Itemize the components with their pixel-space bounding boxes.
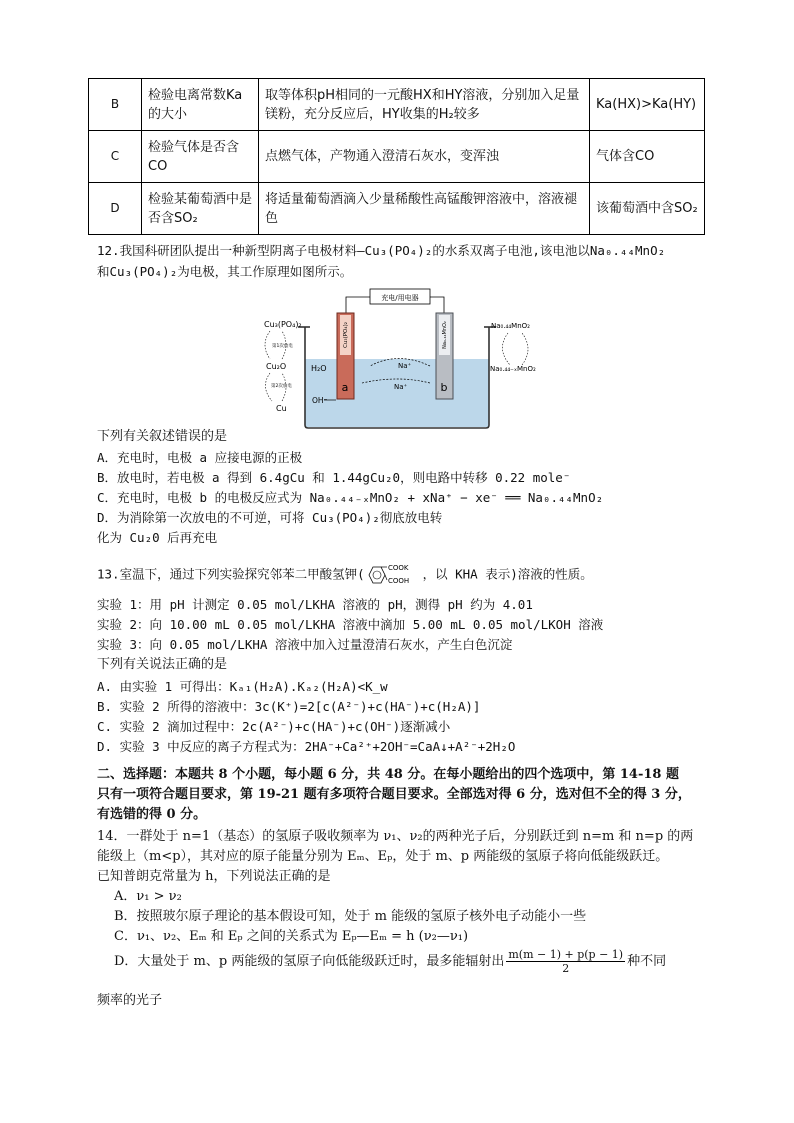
q12-option-c: C．充电时，电极 b 的电极反应式为 Na₀.₄₄₋ₓMnO₂ + xNa⁺ − xe⁻ ══ Na₀.₄₄MnO₂ — [97, 490, 604, 505]
q14-option-d-pre: D．大量处于 m、p 两能级的氢原子向低能级跃迁时，最多能辐射出 — [114, 954, 505, 969]
cook-label: COOK — [387, 564, 409, 572]
conclusion-cell: 气体含CO — [590, 131, 705, 183]
electrode-b-text: Na₀.₄₄MnO₂ — [442, 321, 448, 349]
fraction-denominator: 2 — [562, 962, 570, 975]
benzene-structure-icon — [365, 563, 423, 587]
q14-line2: 能级上（m<p），其对应的原子能量分别为 Eₘ、Eₚ，处于 m、p 两能级的氢原子将向低能级跃迁。 — [97, 849, 669, 864]
q14-option-a: A．ν₁ > ν₂ — [114, 889, 182, 904]
q14-option-d-line2: 频率的光子 — [97, 993, 163, 1008]
table-row — [89, 183, 705, 235]
electrode-a-text: Cu₃(PO₄)₂ — [343, 322, 349, 348]
option-cell: D — [89, 183, 142, 235]
hydroxide-label: OH⁻ — [312, 396, 328, 405]
q13-option-d: D. 实验 3 中反应的离子方程式为：2HA⁻+Ca²⁺+2OH⁻=CaA↓+A²⁻+2H₂O — [97, 739, 516, 754]
right-top-species: Na₀.₄₄MnO₂ — [491, 322, 530, 330]
fraction-numerator: m(m − 1) + p(p − 1) — [508, 948, 624, 961]
q13-stem — [97, 563, 593, 587]
water-label: H₂O — [311, 364, 327, 373]
option-cell: C — [89, 131, 142, 183]
q14-option-c: C．ν₁、ν₂、Eₘ 和 Eₚ 之间的关系式为 Eₚ—Eₘ = h (ν₂—ν₁) — [114, 929, 469, 944]
wire-left — [346, 297, 370, 313]
q12-option-d-line1: D．为消除第一次放电的不可逆，可将 Cu₃(PO₄)₂彻底放电转 — [97, 510, 443, 525]
operation-cell: 取等体积pH相同的一元酸HX和HY溶液，分别加入足量镁粉，充分反应后，HY收集的H₂较多 — [259, 79, 590, 131]
q13-option-a: A. 由实验 1 可得出：Kₐ₁(H₂A).Kₐ₂(H₂A)<K_w — [97, 679, 388, 694]
left-bot-species: Cu — [276, 404, 287, 413]
q13-option-c: C. 实验 2 滴加过程中：2c(A²⁻)+c(HA⁻)+c(OH⁻)逐渐减小 — [97, 719, 451, 734]
battery-diagram — [258, 287, 558, 429]
left-mid-species: Cu₂O — [266, 362, 287, 371]
right-bot-species: Na₀.₄₄₋ₓMnO₂ — [490, 365, 536, 373]
left-top-species: Cu₃(PO₄)₂ — [264, 320, 302, 329]
q12-option-b: B．放电时，若电极 a 得到 6.4gCu 和 1.44gCu₂0，则电路中转移 0.22 mole⁻ — [97, 470, 571, 485]
q13-exp3: 实验 3：向 0.05 mol/LKHA 溶液中加入过量澄清石灰水，产生白色沉淀 — [97, 637, 513, 652]
power-label: 充电/用电器 — [381, 294, 419, 302]
conclusion-cell: 该葡萄酒中含SO₂ — [590, 183, 705, 235]
q13-stem-pre: 13.室温下，通过下列实验探究邻苯二甲酸氢钾( — [97, 566, 365, 582]
purpose-cell: 检验电离常数Ka的大小 — [142, 79, 259, 131]
q13-stem-post: ，以 KHA 表示)溶液的性质。 — [422, 566, 593, 582]
q12-ask: 下列有关叙述错误的是 — [97, 429, 228, 444]
purpose-cell: 检验某葡萄酒中是否含SO₂ — [142, 183, 259, 235]
q14-option-d-post: 种不同 — [627, 954, 667, 969]
q12-stem-line2: 和Cu₃(PO₄)₂为电极，其工作原理如图所示。 — [97, 264, 353, 279]
q12-stem-line1: 12.我国科研团队提出一种新型阴离子电极材料—Cu₃(PO₄)₂的水系双离子电池,该电池以Na₀.₄₄MnO₂ — [97, 243, 666, 258]
right-cycle — [502, 333, 528, 365]
q14-option-d — [114, 948, 666, 975]
q13-exp1: 实验 1：用 pH 计测定 0.05 mol/LKHA 溶液的 pH，测得 pH 约为 4.01 — [97, 597, 533, 612]
table-row — [89, 79, 705, 131]
section2-line3: 有选错的得 0 分。 — [97, 807, 207, 822]
section2-line1: 二、选择题：本题共 8 个小题，每小题 6 分，共 48 分。在每小题给出的四个选项中，第 14-18 题 — [97, 767, 679, 782]
section2-line2: 只有一项符合题目要求，第 19-21 题有多项符合题目要求。全部选对得 6 分，选对但不全的得 3 分， — [97, 787, 691, 802]
q12-option-d-line2: 化为 Cu₂0 后再充电 — [97, 530, 218, 545]
option-cell: B — [89, 79, 142, 131]
wire-right — [430, 297, 444, 313]
q13-option-b: B. 实验 2 所得的溶液中：3c(K⁺)=2[c(A²⁻)+c(HA⁻)+c(H₂A)] — [97, 699, 481, 714]
q14-line1: 14．一群处于 n=1（基态）的氢原子吸收频率为 ν₁、ν₂的两种光子后，分别跃迁到 n=m 和 n=p 的两 — [97, 829, 694, 844]
left-arrow1-label: 第1次放电 — [272, 344, 293, 349]
options-table — [88, 78, 705, 235]
operation-cell: 将适量葡萄酒滴入少量稀酸性高锰酸钾溶液中，溶液褪色 — [259, 183, 590, 235]
operation-cell: 点燃气体，产物通入澄清石灰水，变浑浊 — [259, 131, 590, 183]
q13-exp2: 实验 2：向 10.00 mL 0.05 mol/LKHA 溶液中滴加 5.00 mL 0.05 mol/LKOH 溶液 — [97, 617, 604, 632]
conclusion-cell: Ka(HX)>Ka(HY) — [590, 79, 705, 131]
q14-line3: 已知普朗克常量为 h，下列说法正确的是 — [97, 869, 331, 884]
na-label-2: Na⁺ — [394, 383, 408, 391]
left-arrow2-label: 第2次放电 — [271, 384, 292, 389]
q13-ask: 下列有关说法正确的是 — [97, 657, 228, 672]
q12-option-a: A．充电时，电极 a 应接电源的正极 — [97, 450, 303, 465]
label-b: b — [440, 381, 448, 394]
purpose-cell: 检验气体是否含CO — [142, 131, 259, 183]
fraction — [506, 948, 625, 975]
label-a: a — [341, 381, 349, 394]
na-label-1: Na⁺ — [398, 362, 412, 370]
cooh-label: COOH — [387, 577, 409, 585]
electrolyte — [305, 359, 489, 427]
q14-option-b: B．按照玻尔原子理论的基本假设可知，处于 m 能级的氢原子核外电子动能小一些 — [114, 909, 587, 924]
table-row — [89, 131, 705, 183]
